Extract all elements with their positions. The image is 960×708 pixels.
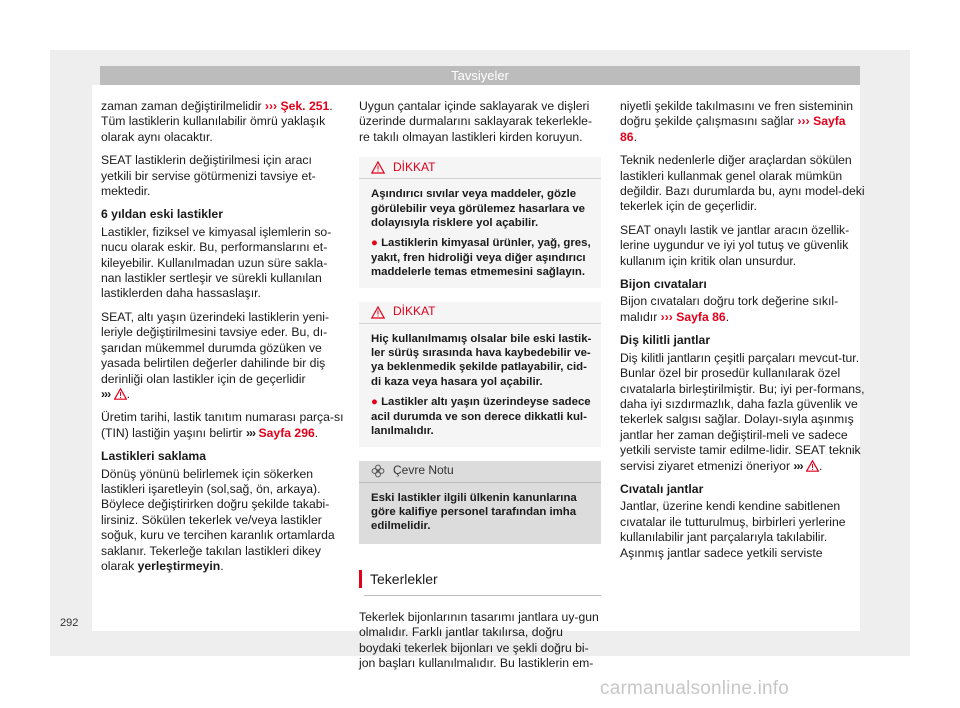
column-3 — [620, 99, 865, 569]
paragraph: Bijon cıvataları doğru tork değerine sıkıl-malıdır ››› Sayfa 86. — [620, 294, 839, 324]
warning-triangle-icon — [371, 161, 385, 174]
warning-triangle-icon — [371, 306, 385, 319]
paragraph: Uygun çantalar içinde saklayarak ve dişleri üzerinde durmalarını saklayarak tekerlekle-re takılı olmayan lastikleri kirden koruyun. — [359, 99, 593, 144]
subheading-wheel-bolts: Bijon cıvataları — [620, 277, 707, 292]
warning-box-1 — [359, 157, 601, 287]
arrow-link-icon: ››› — [245, 425, 256, 440]
warning-body: Aşındırıcı sıvılar veya maddeler, gözle görülebilir veya görülemez hasarlara ve dolayısıyla risklere yol açabilir. ● Lastiklerin kimyasal ürünler, yağ, gres, yakıt, fren hidroliği veya diğer aşındırıcı maddelerle temas etmemesini sağlayın. — [371, 188, 591, 279]
watermark: carmanualsonline.info — [600, 678, 790, 699]
paragraph: Jantlar, üzerine kendi kendine sabitlenen cıvatalar ile tutturulmuş, birbirleri yerlerine kullanılabilir jant parçalarıyla takılabilir. Aşınmış jantlar sadece yetkili serviste — [620, 499, 846, 560]
page-number: 292 — [60, 617, 79, 629]
paragraph: zaman zaman değiştirilmelidir ››› Şek. 251. Tüm lastiklerin kullanılabilir ömrü yaklaşık olarak aynı olacaktır. — [101, 99, 333, 144]
warning-triangle-icon[interactable] — [114, 388, 127, 400]
arrow-link-icon: ››› — [793, 458, 803, 473]
page-header: Tavsiyeler — [100, 66, 860, 85]
paragraph: Lastikler, fiziksel ve kimyasal işlemlerin so-nucu olarak eskir. Bu, performanslarını et-kileyebilir. Kullanılmadan uzun süre sakla-nan lastikler sertleşir ve sürekli kullanılan lastiklerden daha hassaslaşır. — [101, 224, 332, 301]
subheading-bolted-rims: Cıvatalı jantlar — [620, 481, 704, 496]
subheading-locking-rims: Diş kilitli jantlar — [620, 333, 711, 348]
column-2 — [359, 99, 601, 679]
flower-icon — [371, 464, 385, 478]
warning-title: DİKKAT — [393, 304, 436, 319]
warning-body: Hiç kullanılmamış olsalar bile eski lastik-ler sürüş sırasında hava kaybedebilir ve-ya beklenmedik şekilde patlayabilir, cid-di kaza veya hasara yol açabilir. ● Lastikler altı yaşın üzerindeyse sadece acil durumda ve son derece dikkatli kul-lanılmalıdır. — [371, 332, 592, 438]
environment-note-header — [359, 461, 601, 483]
warning-box-2 — [359, 302, 601, 447]
paragraph: SEAT lastiklerin değiştirilmesi için aracı yetkili bir servise götürmenizi tavsiye et-mektedir. — [101, 153, 316, 199]
bullet-icon: ● — [371, 237, 378, 250]
arrow-link-icon: ››› — [797, 114, 810, 129]
paragraph: Üretim tarihi, lastik tanıtım numarası parça-sı (TIN) lastiğin yaşını belirtir ››› Sayfa 296. — [101, 410, 344, 440]
section-title-wheels: Tekerlekler — [359, 570, 601, 588]
paragraph: SEAT onaylı lastik ve jantlar aracın özellik-lerine uygundur ve iyi yol tutuş ve güvenlik kullanım için kritik olan unsurdur. — [620, 222, 850, 268]
subheading-old-tyres: 6 yıldan eski lastikler — [101, 207, 223, 222]
page-link[interactable]: Sayfa 296 — [258, 425, 315, 440]
bullet-icon: ● — [371, 396, 378, 409]
environment-note-body: Eski lastikler ilgili ülkenin kanunlarına göre kalifiye personel tarafından imha edilmelidir. — [371, 491, 577, 533]
arrow-link-icon: ››› — [264, 99, 278, 113]
page-link[interactable]: Sayfa 86 — [620, 114, 846, 144]
paragraph: Diş kilitli jantların çeşitli parçaları mevcut-tur. Bunlar özel bir prosedür kullanılarak özel cıvatalarla birleştirilmiştir. Bu; iyi per-formans, daha iyi sızdırmazlık, daha fazla güvenlik ve tekerlek salgısı sağlar. Dolayı-sıyla aşınmış jantlar her zaman değiştiril-meli ve sadece yetkili serviste tamir edilme-lidir. SEAT teknik servisi ziyaret etmenizi öneriyor ››› . — [620, 350, 865, 473]
paragraph: Tekerlek bijonlarının tasarımı jantlara uy-gun olmalıdır. Farklı jantlar takılırsa, doğru boydaki tekerlek bijonları ve şekli doğru bi-jon başları kullanılmalıdır. Bu lastiklerin em- — [359, 609, 599, 670]
warning-header — [359, 157, 601, 179]
arrow-link-icon: ››› — [101, 386, 111, 401]
arrow-link-icon: ››› — [660, 309, 673, 324]
warning-header — [359, 302, 601, 324]
paragraph: Teknik nedenlerle diğer araçlardan sökülen lastikleri kullanmak genel olarak mümkün değildir. Bazı durumlarda bu, aynı model-deki tekerlek için de geçerlidir. — [620, 153, 865, 214]
paragraph: SEAT, altı yaşın üzerindeki lastiklerin yeni-leriyle değiştirilmesini tavsiye eder. Bu, dı-şarıdan mükemmel durumda gözüken ve yasada belirtilen değerler dahilinde bir diş derinliği olan lastikler için de geçerlidir ››› . — [101, 309, 330, 401]
environment-note-title: Çevre Notu — [393, 463, 454, 478]
subheading-storing-tyres: Lastikleri saklama — [101, 449, 207, 464]
warning-title: DİKKAT — [393, 160, 436, 175]
warning-triangle-icon[interactable] — [806, 460, 819, 472]
column-1 — [101, 99, 345, 582]
environment-note-box — [359, 461, 601, 544]
figure-link[interactable]: Şek. 251 — [280, 99, 330, 113]
page-link[interactable]: Sayfa 86 — [676, 309, 726, 324]
paragraph: niyetli şekilde takılmasını ve fren sisteminin doğru şekilde çalışmasını sağlar ››› Sayfa 86. — [620, 99, 854, 144]
paragraph: Dönüş yönünü belirlemek için sökerken lastikleri işaretleyin (sol,sağ, ön, arkaya). Böylece değiştirirken doğru şekilde takabi-lirsiniz. Sökülen tekerlek ve/veya lastikler soğuk, kuru ve tercihen karanlık ortamlarda saklanır. Tekerleğe takılan lastikleri dikey olarak yerleştirmeyin. — [101, 466, 335, 573]
